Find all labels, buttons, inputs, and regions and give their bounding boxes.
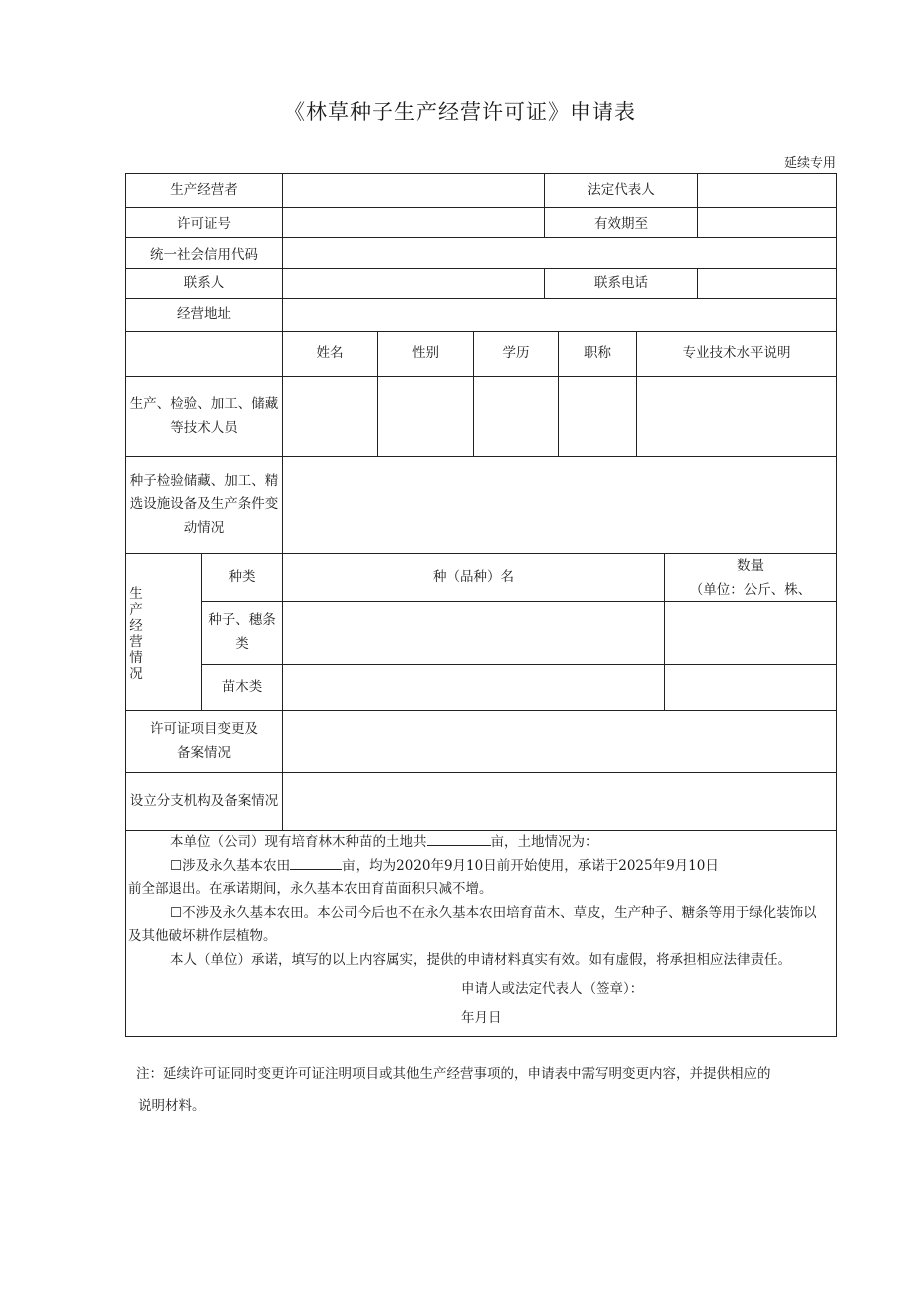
change-label: 许可证项目变更及备案情况 <box>125 710 282 772</box>
staff-education-field[interactable] <box>473 376 558 456</box>
branch-field[interactable] <box>282 772 837 830</box>
phone-field[interactable] <box>697 268 837 298</box>
date-line: 年月日 <box>461 1009 502 1026</box>
ops-variety-header: 种（品种）名 <box>282 553 664 601</box>
valid-until-field[interactable] <box>697 207 837 237</box>
note-line-2: 说明材料。 <box>138 1098 206 1114</box>
farmland-area-blank[interactable] <box>290 856 342 870</box>
credit-code-field[interactable] <box>282 237 837 268</box>
option-involves-cont: 前全部退出。在承诺期间，永久基本农田育苗面积只减不增。 <box>128 881 493 897</box>
ops-qty-header <box>664 553 837 601</box>
declaration-box <box>125 830 837 1037</box>
contact-label: 联系人 <box>125 268 282 298</box>
credit-code-label <box>125 237 282 268</box>
signature-line: 申请人或法定代表人（签章）： <box>461 981 644 997</box>
staff-header-blank <box>125 331 282 376</box>
staff-gender-field[interactable] <box>377 376 473 456</box>
branch-label: 设立分支机构及备案情况 <box>125 772 282 830</box>
address-label: 经营地址 <box>125 298 282 331</box>
staff-header-title: 职称 <box>558 331 636 376</box>
option-involves-checkbox[interactable]: ☐涉及永久基本农田 <box>170 857 291 874</box>
footer-note <box>136 1058 836 1122</box>
ops-side-label <box>129 586 143 682</box>
facility-label: 种子检验储藏、加工、精选设施设备及生产条件变动情况 <box>125 456 282 553</box>
phone-label: 联系电话 <box>544 268 697 298</box>
land-line <box>128 831 830 855</box>
land-area-blank[interactable] <box>427 832 491 846</box>
note-line-1: 注：延续许可证同时变更许可证注明项目或其他生产经营事项的，申请表中需写明变更内容，并提供相应的 <box>136 1066 771 1082</box>
change-field[interactable] <box>282 710 837 772</box>
staff-header-name: 姓名 <box>282 331 377 376</box>
facility-field[interactable] <box>282 456 837 553</box>
ops-seeds-label: 种子、穗条类 <box>201 601 282 664</box>
producer-field[interactable] <box>282 173 544 207</box>
staff-skill-field[interactable] <box>636 376 837 456</box>
contact-field[interactable] <box>282 268 544 298</box>
license-no-field[interactable] <box>282 207 544 237</box>
renewal-tag: 延续专用 <box>783 156 836 171</box>
valid-until-label <box>544 207 697 237</box>
ops-side-char: 营 <box>129 634 143 650</box>
staff-header-education: 学历 <box>473 331 558 376</box>
ops-seedlings-qty-field[interactable] <box>664 664 837 710</box>
ops-side-char: 情 <box>129 650 143 666</box>
legal-rep-label: 法定代表人 <box>544 173 697 207</box>
ops-side-char: 产 <box>129 602 143 618</box>
ops-seeds-variety-field[interactable] <box>282 601 664 664</box>
ops-seedlings-variety-field[interactable] <box>282 664 664 710</box>
ops-kind-header: 种类 <box>201 553 282 601</box>
valid-until-text: 有效期至 <box>594 216 648 233</box>
staff-title-field[interactable] <box>558 376 636 456</box>
page-title: 《林草种子生产经营许可证》申请表 <box>284 100 636 124</box>
credit-code-text: 统一社会信用代码 <box>150 247 258 264</box>
ops-side-char: 经 <box>129 618 143 634</box>
option-involves-text: 亩，均为2020年9月10日前开始使用，承诺于2025年9月10日 <box>342 857 719 874</box>
ops-side-char: 况 <box>129 666 143 682</box>
land-text-end: 亩，土地情况为： <box>490 834 599 850</box>
ops-qty-title: 数量 <box>737 557 764 574</box>
option-not-involves[interactable]: ☐不涉及永久基本农田。本公司今后也不在永久基本农田培育苗木、草皮，生产种子、糖条等用于绿化装饰以及其他破坏耕作层植物。 <box>128 904 817 944</box>
staff-header-skill: 专业技术水平说明 <box>636 331 837 376</box>
ops-side-char: 生 <box>129 586 143 602</box>
staff-label: 生产、检验、加工、储藏等技术人员 <box>125 376 282 456</box>
staff-header-gender: 性别 <box>377 331 473 376</box>
land-text: 本单位（公司）现有培育林木种苗的土地共 <box>170 834 427 850</box>
staff-name-field[interactable] <box>282 376 377 456</box>
license-no-text: 许可证号 <box>177 216 231 233</box>
promise-text: 本人（单位）承诺，填写的以上内容属实，提供的申请材料真实有效。如有虚假，将承担相应法律责任。 <box>170 951 791 968</box>
license-no-label <box>125 207 282 237</box>
ops-seeds-qty-field[interactable] <box>664 601 837 664</box>
ops-qty-unit: （单位：公斤、株、 <box>689 581 812 598</box>
legal-rep-field[interactable] <box>697 173 837 207</box>
producer-label: 生产经营者 <box>125 173 282 207</box>
address-field[interactable] <box>282 298 837 331</box>
option-involves <box>128 855 830 879</box>
ops-seedlings-label: 苗木类 <box>201 664 282 710</box>
